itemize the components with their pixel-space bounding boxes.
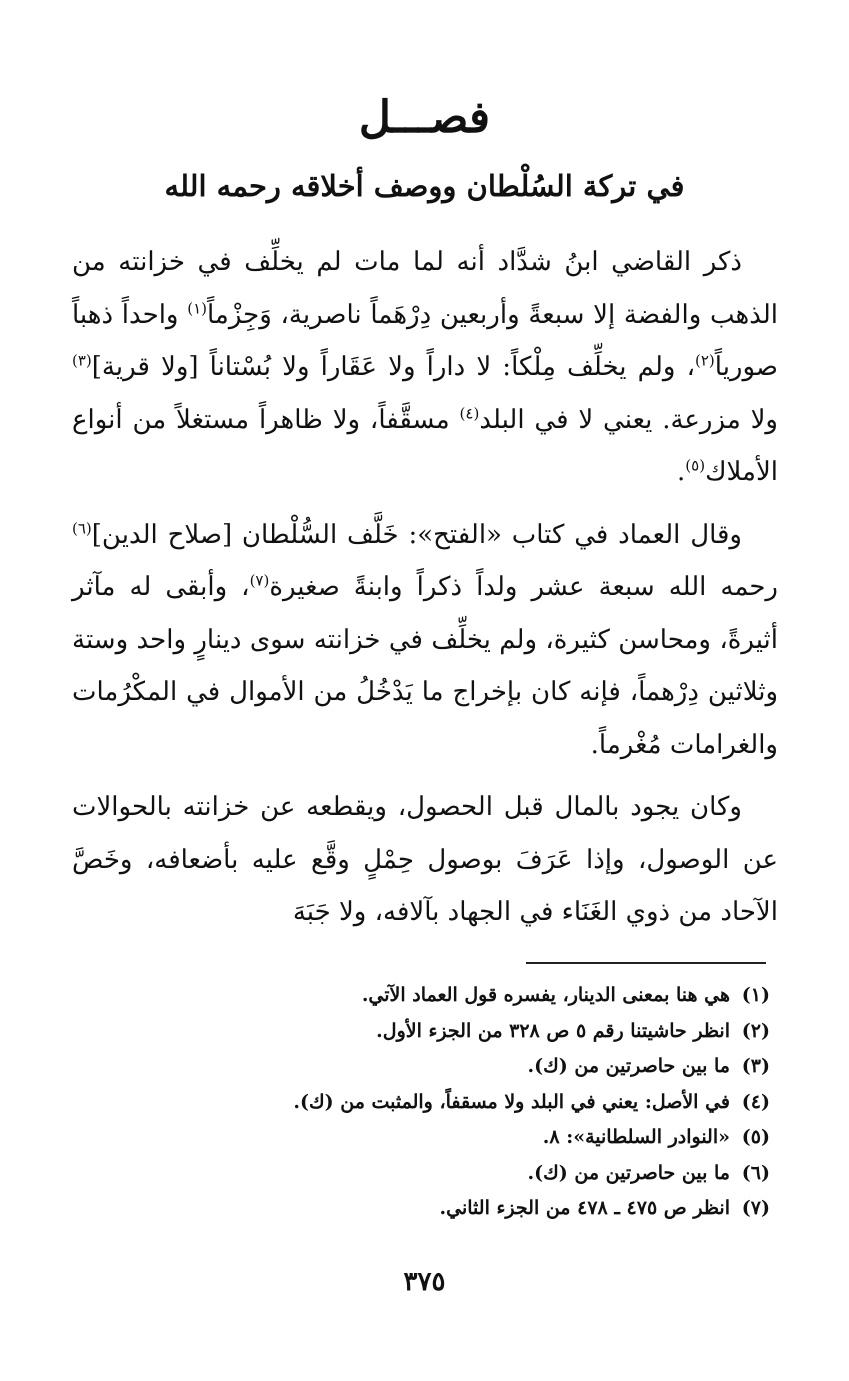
text-run: . [677,457,686,487]
footnotes-list [90,978,770,1227]
footnote-text: انظر ص ٤٧٥ ـ ٤٧٨ من الجزء الثاني. [439,1197,730,1219]
page-number: ٣٧٥ [403,1267,446,1297]
footnote-number: (٢) [741,1019,770,1042]
footnote-number: (٤) [741,1090,770,1113]
footnote-number: (٣) [741,1055,770,1077]
footnote-reference: (٦) [72,518,92,537]
footnote-reference: (٢) [694,351,715,370]
text-run: ، ولم يخلِّف مِلْكاً: لا داراً ولا عَقَاراً ولا بُسْتاناً [ولا قرية] [91,352,695,382]
body-paragraph [72,509,778,772]
text-run: مسقَّفاً، ولا ظاهراً مستغلاً من أنواع الأملاك [72,404,778,487]
text-run: رحمه الله سبعة عشر ولداً ذكراً وابنةً صغيرة [269,572,778,602]
footnote-number: (٧) [741,1197,770,1219]
footnote-item [90,1191,770,1227]
text-run: وقال العماد في كتاب «الفتح»: خَلَّف السُّلْطان [صلاح الدين] [91,519,742,550]
footnote-text: «النوادر السلطانية»: ٨. [542,1126,730,1148]
text-run: ولا مزرعة. يعني لا في البلد [479,404,778,435]
footnote-reference: (٥) [685,456,706,475]
footnote-separator [526,962,766,964]
footnote-number: (٥) [741,1126,770,1148]
footnote-reference: (٤) [459,403,480,422]
footnote-text: هي هنا بمعنى الدينار، يفسره قول العماد الآتي. [361,984,730,1006]
footnote-reference: (١) [187,298,207,317]
body-paragraph [72,781,778,939]
footnote-item [90,1120,770,1156]
chapter-title: فصـــل [358,92,491,143]
chapter-subtitle: في تركة السُلْطان ووصف أخلاقه رحمه الله [164,169,685,203]
footnote-text: ما بين حاصرتين من (ك). [527,1161,730,1184]
footnote-number: (٦) [741,1161,770,1184]
body-paragraph [72,236,778,499]
body-text [72,236,778,949]
footnote-text: ما بين حاصرتين من (ك). [527,1055,730,1077]
footnote-item [90,1014,770,1050]
footnote-reference: (٣) [72,351,92,370]
text-run: ذكر القاضي ابنُ شدَّاد أنه لما مات لم يخلِّف في خزانته من الذهب والفضة إلا سبعةً وأربعين دِرْهَماً ناصرية، وَجِزْماً [72,247,778,330]
footnote-number: (١) [741,984,770,1006]
text-run: واحداً ذهباً صورياً [72,299,778,382]
footnote-text: انظر حاشيتنا رقم ٥ ص ٣٢٨ من الجزء الأول. [376,1019,730,1042]
footnote-item [90,978,770,1014]
footnote-item [90,1156,770,1192]
footnote-item [90,1049,770,1085]
text-run: ، وأبقى له مآثر أثيرةً، ومحاسن كثيرة، ولم يخلِّف في خزانته سوى دينارٍ واحد وستة وثلاثين دِرْهماً، فإنه كان بإخراج ما يَدْخُلُ من الأموال في المكْرُمات والغرامات مُغْرماً. [72,572,778,760]
footnote-reference: (٧) [249,571,270,590]
footnote-item [90,1085,770,1121]
text-run: وكان يجود بالمال قبل الحصول، ويقطعه عن خزانته بالحوالات عن الوصول، وإذا عَرَفَ بوصول حِمْلٍ وقَّع عليه بأضعافه، وخَصَّ الآحاد من ذوي الغَنَاء في الجهاد بآلافه، ولا جَبَهَ [72,792,778,927]
footnote-text: في الأصل: يعني في البلد ولا مسقفاً، والمثبت من (ك). [293,1090,730,1113]
